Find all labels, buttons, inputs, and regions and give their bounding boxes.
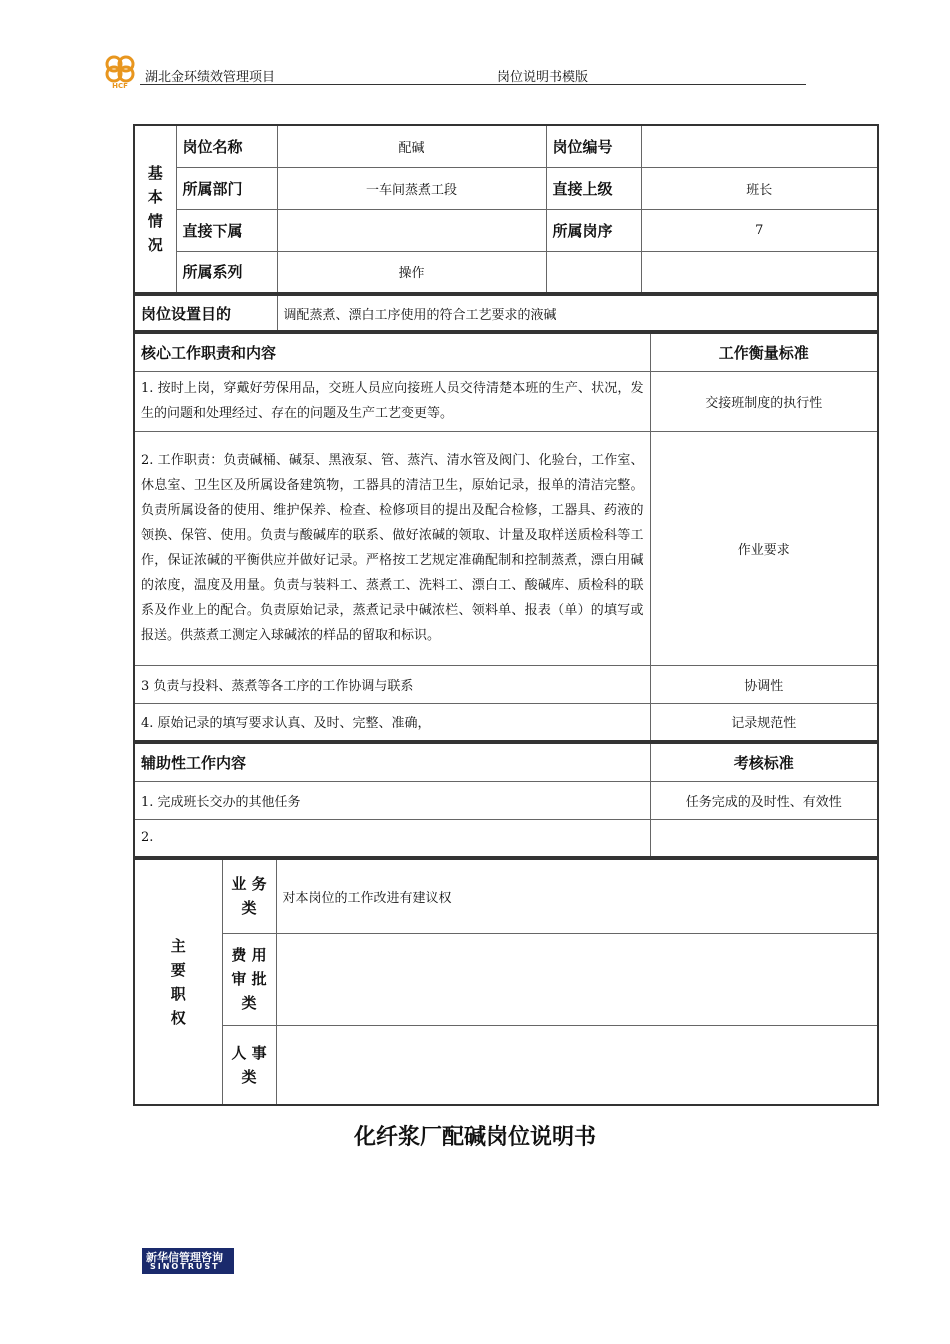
field-value	[641, 125, 878, 167]
field-label: 所属系列	[176, 251, 277, 293]
field-value	[277, 209, 546, 251]
aux-item: 1. 完成班长交办的其他任务	[134, 781, 650, 819]
document-title: 化纤浆厂配碱岗位说明书	[353, 1125, 596, 1150]
field-value: 7	[641, 209, 878, 251]
authority-value: 对本岗位的工作改进有建议权	[276, 859, 878, 933]
core-duties-header: 核心工作职责和内容	[134, 333, 650, 371]
duty-standard: 交接班制度的执行性	[650, 371, 878, 431]
field-label: 直接下属	[176, 209, 277, 251]
basic-info-table	[133, 124, 879, 294]
footer-logo-cn: 新华信管理咨询	[146, 1251, 223, 1264]
aux-standard-header: 考核标准	[650, 743, 878, 781]
aux-duties-table	[133, 742, 879, 858]
field-value: 一车间蒸煮工段	[277, 167, 546, 209]
duty-standard: 作业要求	[650, 431, 878, 665]
hcf-logo-icon	[100, 54, 140, 90]
authority-table	[133, 858, 879, 1106]
duty-item: 1. 按时上岗，穿戴好劳保用品，交班人员应向接班人员交待清楚本班的生产、状况，发生的问题和处理经过、存在的问题及生产工艺变更等。	[134, 371, 650, 431]
field-label: 所属岗序	[546, 209, 641, 251]
duty-item: 4. 原始记录的填写要求认真、及时、完整、准确，	[134, 703, 650, 741]
aux-duties-header: 辅助性工作内容	[134, 743, 650, 781]
authority-category: 业 务 类	[222, 859, 276, 933]
authority-value	[276, 1025, 878, 1105]
aux-standard: 任务完成的及时性、有效性	[650, 781, 878, 819]
field-label: 直接上级	[546, 167, 641, 209]
field-value	[641, 251, 878, 293]
duty-item: 2. 工作职责：负责碱桶、碱泵、黑液泵、管、蒸汽、清水管及阀门、化验台，工作室、休息室、卫生区及所属设备建筑物，工器具的清洁卫生，原始记录，报单的清洁完整。负责所属设备的使用、维护保养、检查、检修项目的提出及配合检修，工器具、药液的领换、保管、使用。负责与酸碱库的联系、做好浓碱的领取、计量及取样送质检科等工作，保证浓碱的平衡供应并做好记录。严格按工艺规定准确配制和控制蒸煮，漂白用碱的浓度，温度及用量。负责与装料工、蒸煮工、洗料工、漂白工、酸碱库、质检科的联系及作业上的配合。负责原始记录，蒸煮记录中碱浓栏、领料单、报表（单）的填写或报送。供蒸煮工测定入球碱浓的样品的留取和标识。	[134, 431, 650, 665]
template-name: 岗位说明书模版	[497, 70, 589, 85]
field-label: 岗位编号	[546, 125, 641, 167]
aux-item: 2.	[134, 819, 650, 857]
purpose-value: 调配蒸煮、漂白工序使用的符合工艺要求的液碱	[277, 295, 878, 331]
field-label	[546, 251, 641, 293]
authority-section-label: 主 要 职 权	[134, 859, 222, 1105]
core-standard-header: 工作衡量标准	[650, 333, 878, 371]
aux-standard	[650, 819, 878, 857]
field-label: 岗位名称	[176, 125, 277, 167]
sinotrust-logo	[142, 1248, 234, 1274]
basic-info-section-label: 基 本 情 况	[134, 125, 176, 293]
purpose-label: 岗位设置目的	[134, 295, 277, 331]
job-description-sheet	[133, 124, 879, 1106]
footer-logo-en: SINOTRUST	[150, 1262, 220, 1271]
field-value: 班长	[641, 167, 878, 209]
core-duties-table	[133, 332, 879, 742]
field-value: 操作	[277, 251, 546, 293]
authority-value	[276, 933, 878, 1025]
authority-category: 费 用 审 批 类	[222, 933, 276, 1025]
page-header	[100, 54, 806, 90]
authority-category: 人 事 类	[222, 1025, 276, 1105]
purpose-table	[133, 294, 879, 332]
svg-text:HCF: HCF	[112, 82, 128, 90]
duty-standard: 记录规范性	[650, 703, 878, 741]
project-name: 湖北金环绩效管理项目	[145, 70, 276, 85]
duty-standard: 协调性	[650, 665, 878, 703]
duty-item: 3 负责与投料、蒸煮等各工序的工作协调与联系	[134, 665, 650, 703]
field-label: 所属部门	[176, 167, 277, 209]
header-rule	[140, 84, 806, 85]
field-value: 配碱	[277, 125, 546, 167]
